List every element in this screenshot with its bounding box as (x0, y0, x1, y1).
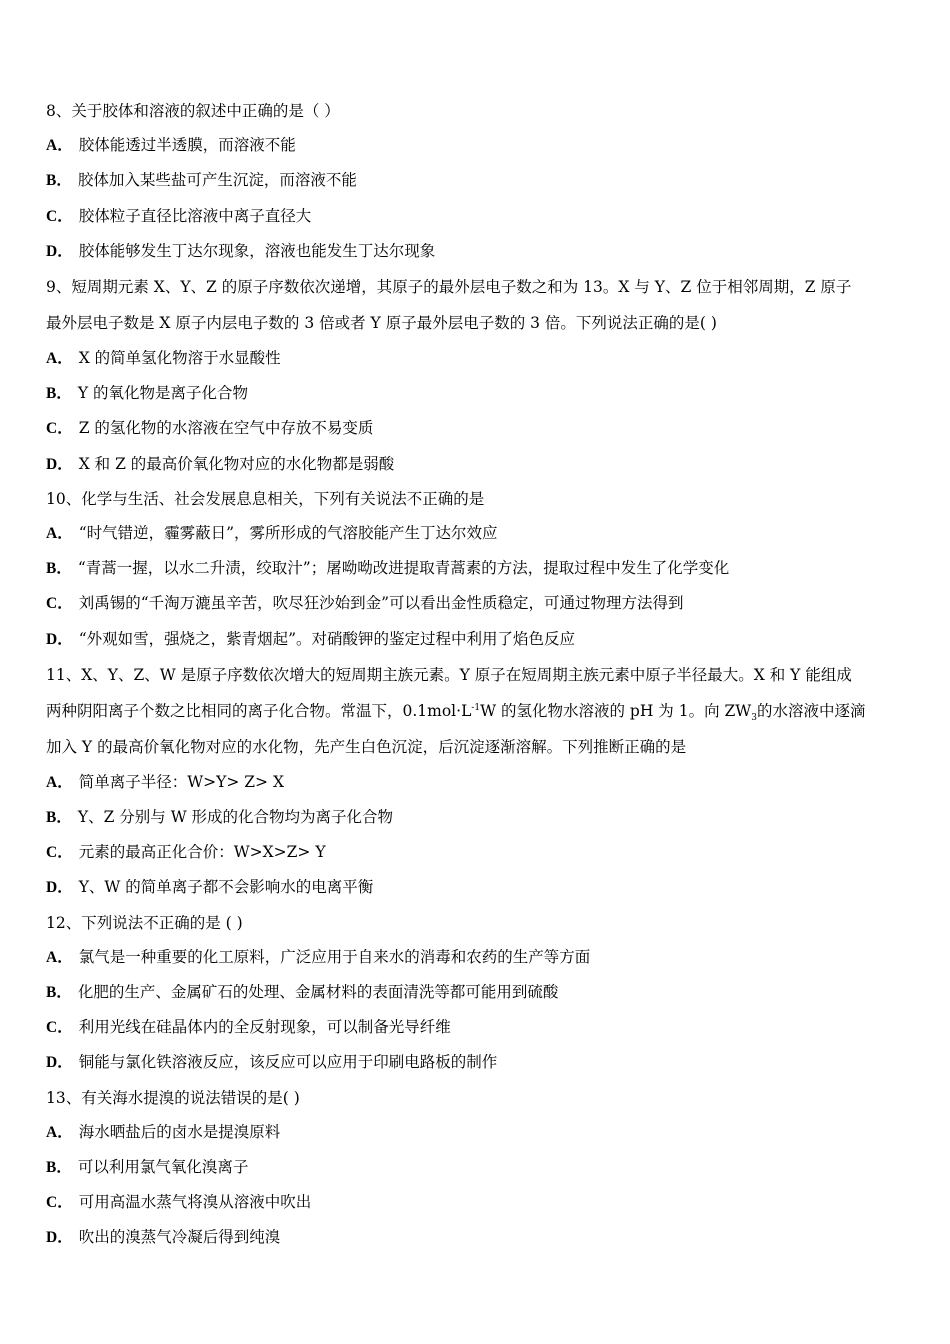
option-c: C． 利用光线在硅晶体内的全反射现象，可以制备光导纤维 (46, 1018, 451, 1037)
option-b: B． 胶体加入某些盐可产生沉淀，而溶液不能 (46, 171, 357, 190)
option-b: B． Y、Z 分别与 W 形成的化合物均为离子化合物 (46, 808, 394, 827)
question-9 (46, 269, 908, 482)
question-stem: 8、关于胶体和溶液的叙述中正确的是（ ） (46, 102, 340, 120)
question-13 (46, 1081, 908, 1256)
option-c: C． 刘禹锡的“千淘万漉虽辛苦，吹尽狂沙始到金”可以看出金性质稳定，可通过物理方法得到 (46, 594, 684, 613)
option-a: A． 海水晒盐后的卤水是提溴原料 (46, 1122, 281, 1141)
option-b: B． 化肥的生产、金属矿石的处理、金属材料的表面清洗等都可能用到硫酸 (46, 983, 559, 1002)
option-d: D． X 和 Z 的最高价氧化物对应的水化物都是弱酸 (46, 454, 395, 473)
question-stem-line-2: 最外层电子数是 X 原子内层电子数的 3 倍或者 Y 原子最外层电子数的 3 倍。下列说法正确的是( ) (46, 314, 717, 333)
question-stem-line-1: 11、X、Y、Z、W 是原子序数依次增大的短周期主族元素。Y 原子在短周期主族元素中原子半径最大。X 和 Y 能组成 (46, 665, 852, 684)
option-c: C． 胶体粒子直径比溶液中离子直径大 (46, 206, 312, 225)
exam-page (46, 94, 908, 1256)
question-8 (46, 94, 908, 269)
question-stem-line-2: 两种阴阳离子个数之比相同的离子化合物。常温下，$0.1mol\cdot L^{-1}W$ 的氢化物水溶液的 pH 为 1。向 $ZW_3$的水溶液中逐滴 (46, 701, 866, 723)
option-a: A． “时气错逆，霾雾蔽日”，雾所形成的气溶胶能产生丁达尔效应 (46, 524, 498, 543)
question-stem-line-1: 9、短周期元素 X、Y、Z 的原子序数依次递增，其原子的最外层电子数之和为 13。X 与 Y、Z 位于相邻周期，Z 原子 (46, 278, 852, 297)
question-stem-line-3: 加入 Y 的最高价氧化物对应的水化物，先产生白色沉淀，后沉淀逐渐溶解。下列推断正确的是 (46, 737, 687, 756)
option-a: A． 简单离子半径：W>Y> Z> X (46, 772, 284, 791)
question-stem: 10、化学与生活、社会发展息息相关，下列有关说法不正确的是 (46, 489, 485, 508)
option-b: B． 可以利用氯气氧化溴离子 (46, 1158, 249, 1177)
question-11 (46, 657, 908, 906)
option-d: D． “外观如雪，强烧之，紫青烟起”。对硝酸钾的鉴定过程中利用了焰色反应 (46, 629, 576, 648)
option-d: D． 胶体能够发生丁达尔现象，溶液也能发生丁达尔现象 (46, 241, 436, 260)
question-stem: 13、有关海水提溴的说法错误的是( ) (46, 1088, 300, 1107)
option-c: C． 可用高温水蒸气将溴从溶液中吹出 (46, 1193, 312, 1212)
option-b: B． “青蒿一握，以水二升渍，绞取汁”；屠呦呦改进提取青蒿素的方法，提取过程中发生了化学变化 (46, 559, 730, 578)
option-c: C． Z 的氢化物的水溶液在空气中存放不易变质 (46, 419, 374, 438)
option-a: A． 胶体能透过半透膜，而溶液不能 (46, 136, 296, 155)
option-b: B． Y 的氧化物是离子化合物 (46, 384, 249, 403)
question-12 (46, 906, 908, 1081)
option-a: A． 氯气是一种重要的化工原料，广泛应用于自来水的消毒和农药的生产等方面 (46, 947, 591, 966)
question-stem: 12、下列说法不正确的是 ( ) (46, 913, 243, 932)
option-a: A． X 的简单氢化物溶于水显酸性 (46, 349, 281, 368)
option-d: D． 吹出的溴蒸气冷凝后得到纯溴 (46, 1228, 281, 1247)
option-c: C． 元素的最高正化合价：W>X>Z> Y (46, 843, 326, 862)
option-d: D． Y、W 的简单离子都不会影响水的电离平衡 (46, 878, 374, 897)
question-10 (46, 482, 908, 657)
option-d: D． 铜能与氯化铁溶液反应，该反应可以应用于印刷电路板的制作 (46, 1053, 498, 1072)
